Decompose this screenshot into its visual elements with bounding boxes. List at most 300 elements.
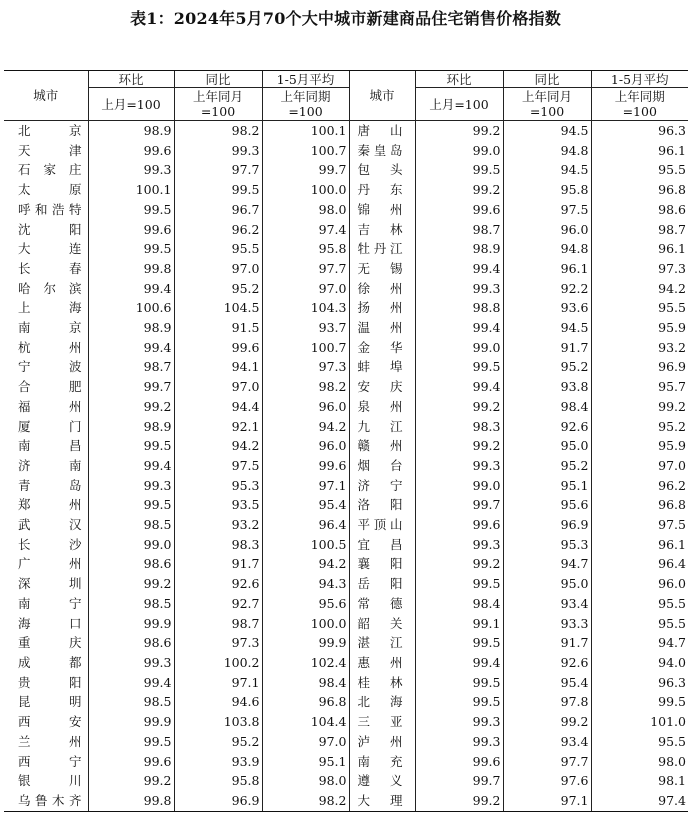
mom-value: 99.5: [88, 495, 174, 515]
mom-value: 99.5: [88, 239, 174, 259]
table-row: [4, 338, 688, 358]
table-row: [4, 515, 688, 535]
mom-value: 99.3: [88, 476, 174, 496]
city-name: 徐州: [349, 279, 415, 299]
avg-value: 94.0: [591, 653, 688, 673]
yoy-value: 94.8: [503, 239, 591, 259]
city-name: 秦皇岛: [349, 141, 415, 161]
yoy-value: 97.1: [503, 791, 591, 811]
table-row: [4, 456, 688, 476]
mom-value: 99.4: [415, 318, 503, 338]
city-name: 石家庄: [18, 162, 82, 178]
table-row: [4, 298, 688, 318]
city-name: 扬州: [349, 298, 415, 318]
city-name: 乌鲁木齐: [4, 791, 88, 811]
mom-value: 98.9: [88, 121, 174, 141]
table-title: 表1：2024年5月70个大中城市新建商品住宅销售价格指数: [130, 9, 561, 28]
city-name: 上海: [18, 300, 82, 316]
mom-value: 99.5: [415, 574, 503, 594]
yoy-value: 94.5: [503, 160, 591, 180]
city-name: 大理: [349, 791, 415, 811]
city-name: 三亚: [349, 712, 415, 732]
mom-value: 98.9: [88, 318, 174, 338]
yoy-value: 94.1: [174, 357, 262, 377]
avg-value: 97.0: [591, 456, 688, 476]
yoy-value: 92.2: [503, 279, 591, 299]
city-name: 福州: [18, 398, 82, 414]
table-body: [4, 121, 688, 812]
city-name: 成都: [18, 654, 82, 670]
city-name: 丹东: [349, 180, 415, 200]
mom-value: 99.5: [415, 673, 503, 693]
yoy-value: 91.7: [503, 338, 591, 358]
yoy-value: 95.0: [503, 436, 591, 456]
avg-value: 95.9: [591, 318, 688, 338]
mom-value: 99.1: [415, 614, 503, 634]
mom-value: 99.2: [415, 180, 503, 200]
yoy-value: 92.6: [503, 653, 591, 673]
avg-value: 96.2: [591, 476, 688, 496]
avg-value: 96.1: [591, 239, 688, 259]
mom-value: 99.9: [88, 614, 174, 634]
mom-value: 99.2: [415, 397, 503, 417]
yoy-value: 95.6: [503, 495, 591, 515]
table-row: [4, 141, 688, 161]
table-row: [4, 614, 688, 634]
city-name: 长沙: [18, 536, 82, 552]
mom-value: 99.4: [415, 377, 503, 397]
avg-header-right: 1-5月平均: [591, 71, 688, 88]
yoy-value: 100.2: [174, 653, 262, 673]
city-name: 南宁: [18, 595, 82, 611]
avg-value: 99.9: [262, 633, 349, 653]
avg-value: 95.5: [591, 160, 688, 180]
city-name: 泸州: [349, 732, 415, 752]
avg-value: 102.4: [262, 653, 349, 673]
city-name: 天津: [18, 142, 82, 158]
yoy-value: 104.5: [174, 298, 262, 318]
price-index-table: [4, 70, 688, 812]
avg-value: 100.7: [262, 338, 349, 358]
avg-value: 94.7: [591, 633, 688, 653]
city-name: 锦州: [349, 200, 415, 220]
avg-value: 96.1: [591, 535, 688, 555]
table-row: [4, 200, 688, 220]
city-name: 西宁: [18, 753, 82, 769]
table-row: [4, 259, 688, 279]
mom-value: 99.7: [88, 377, 174, 397]
avg-value: 97.3: [591, 259, 688, 279]
city-name: 温州: [349, 318, 415, 338]
avg-value: 100.0: [262, 614, 349, 634]
table-row: [4, 673, 688, 693]
table-row: [4, 377, 688, 397]
avg-value: 97.1: [262, 476, 349, 496]
avg-value: 95.6: [262, 594, 349, 614]
city-name: 北海: [349, 692, 415, 712]
city-name: 泉州: [349, 397, 415, 417]
mom-value: 98.3: [415, 417, 503, 437]
city-name: 惠州: [349, 653, 415, 673]
yoy-value: 99.3: [174, 141, 262, 161]
mom-value: 99.4: [88, 279, 174, 299]
mom-value: 100.6: [88, 298, 174, 318]
city-name: 重庆: [18, 635, 82, 651]
yoy-value: 94.4: [174, 397, 262, 417]
avg-value: 97.5: [591, 515, 688, 535]
yoy-value: 93.2: [174, 515, 262, 535]
mom-value: 99.6: [88, 141, 174, 161]
mom-value: 99.6: [415, 200, 503, 220]
table-row: [4, 594, 688, 614]
yoy-value: 97.5: [503, 200, 591, 220]
yoy-value: 98.2: [174, 121, 262, 141]
city-name: 大连: [18, 241, 82, 257]
mom-value: 99.5: [415, 692, 503, 712]
city-name: 贵阳: [18, 674, 82, 690]
avg-value: 95.7: [591, 377, 688, 397]
yoy-value: 97.7: [503, 752, 591, 772]
table-row: [4, 574, 688, 594]
mom-value: 99.6: [88, 220, 174, 240]
city-name: 西安: [18, 714, 82, 730]
yoy-value: 91.7: [174, 554, 262, 574]
table-row: [4, 279, 688, 299]
city-name: 包头: [349, 160, 415, 180]
yoy-value: 96.9: [503, 515, 591, 535]
yoy-value: 95.4: [503, 673, 591, 693]
avg-value: 98.0: [262, 771, 349, 791]
yoy-value: 96.1: [503, 259, 591, 279]
yoy-value: 93.3: [503, 614, 591, 634]
mom-value: 99.9: [88, 712, 174, 732]
yoy-value: 95.5: [174, 239, 262, 259]
city-name: 韶关: [349, 614, 415, 634]
yoy-header-right: 同比: [503, 71, 591, 88]
yoy-value: 93.5: [174, 495, 262, 515]
city-name: 遵义: [349, 771, 415, 791]
mom-value: 99.8: [88, 791, 174, 811]
city-name: 哈尔滨: [18, 280, 82, 296]
avg-value: 95.4: [262, 495, 349, 515]
city-name: 赣州: [349, 436, 415, 456]
city-header-right: 城市: [349, 71, 415, 121]
city-name: 济宁: [349, 476, 415, 496]
mom-value: 98.9: [88, 417, 174, 437]
avg-value: 99.2: [591, 397, 688, 417]
mom-value: 99.2: [88, 574, 174, 594]
mom-value: 98.7: [415, 220, 503, 240]
avg-value: 96.0: [262, 436, 349, 456]
yoy-value: 98.7: [174, 614, 262, 634]
mom-value: 98.9: [415, 239, 503, 259]
yoy-value: 94.5: [503, 121, 591, 141]
mom-value: 99.0: [88, 535, 174, 555]
avg-value: 99.6: [262, 456, 349, 476]
mom-value: 100.1: [88, 180, 174, 200]
table-row: [4, 653, 688, 673]
mom-header-right: 环比: [415, 71, 503, 88]
city-name: 唐山: [349, 121, 415, 141]
avg-value: 101.0: [591, 712, 688, 732]
yoy-value: 99.2: [503, 712, 591, 732]
yoy-value: 96.9: [174, 791, 262, 811]
mom-value: 98.5: [88, 515, 174, 535]
yoy-base-right: 上年同月=100: [503, 88, 591, 121]
mom-value: 99.2: [415, 554, 503, 574]
mom-value: 99.2: [88, 397, 174, 417]
mom-value: 99.6: [415, 515, 503, 535]
table-row: [4, 495, 688, 515]
yoy-value: 92.6: [503, 417, 591, 437]
yoy-value: 97.7: [174, 160, 262, 180]
table-row: [4, 239, 688, 259]
mom-value: 99.0: [415, 338, 503, 358]
table-row: [4, 554, 688, 574]
mom-value: 98.5: [88, 692, 174, 712]
avg-value: 96.0: [591, 574, 688, 594]
mom-value: 99.6: [415, 752, 503, 772]
mom-value: 99.4: [88, 338, 174, 358]
mom-value: 99.5: [88, 436, 174, 456]
mom-value: 99.2: [415, 436, 503, 456]
avg-value: 96.3: [591, 673, 688, 693]
city-name: 宜昌: [349, 535, 415, 555]
yoy-value: 93.4: [503, 594, 591, 614]
city-name: 南京: [18, 320, 82, 336]
yoy-value: 93.6: [503, 298, 591, 318]
avg-value: 97.0: [262, 279, 349, 299]
table-row: [4, 692, 688, 712]
yoy-base-left: 上年同月=100: [174, 88, 262, 121]
city-name: 牡丹江: [349, 239, 415, 259]
city-name: 南充: [349, 752, 415, 772]
mom-value: 99.2: [88, 771, 174, 791]
yoy-value: 95.2: [503, 357, 591, 377]
mom-value: 98.6: [88, 554, 174, 574]
city-name: 杭州: [18, 339, 82, 355]
city-name: 济南: [18, 457, 82, 473]
city-name: 广州: [18, 556, 82, 572]
city-name: 岳阳: [349, 574, 415, 594]
yoy-value: 92.1: [174, 417, 262, 437]
mom-value: 99.4: [415, 653, 503, 673]
mom-value: 99.5: [88, 732, 174, 752]
mom-value: 99.4: [415, 259, 503, 279]
yoy-value: 96.2: [174, 220, 262, 240]
yoy-value: 95.2: [174, 732, 262, 752]
table-row: [4, 771, 688, 791]
avg-value: 97.7: [262, 259, 349, 279]
yoy-value: 97.6: [503, 771, 591, 791]
city-name: 洛阳: [349, 495, 415, 515]
mom-value: 99.0: [415, 141, 503, 161]
yoy-value: 94.6: [174, 692, 262, 712]
yoy-value: 94.2: [174, 436, 262, 456]
table-row: [4, 417, 688, 437]
avg-value: 98.0: [591, 752, 688, 772]
yoy-value: 95.3: [174, 476, 262, 496]
avg-value: 104.3: [262, 298, 349, 318]
table-row: [4, 160, 688, 180]
yoy-value: 97.0: [174, 259, 262, 279]
yoy-value: 98.4: [503, 397, 591, 417]
yoy-header-left: 同比: [174, 71, 262, 88]
avg-value: 96.3: [591, 121, 688, 141]
avg-value: 100.5: [262, 535, 349, 555]
avg-value: 98.1: [591, 771, 688, 791]
mom-value: 99.3: [88, 653, 174, 673]
city-name: 宁波: [18, 359, 82, 375]
table-row: [4, 791, 688, 811]
avg-value: 93.2: [591, 338, 688, 358]
mom-value: 99.3: [415, 712, 503, 732]
yoy-value: 97.0: [174, 377, 262, 397]
mom-value: 98.7: [88, 357, 174, 377]
table-row: [4, 633, 688, 653]
yoy-value: 97.8: [503, 692, 591, 712]
city-name: 北京: [18, 123, 82, 138]
city-name: 吉林: [349, 220, 415, 240]
avg-value: 99.5: [591, 692, 688, 712]
avg-value: 96.8: [591, 180, 688, 200]
city-header-left: 城市: [4, 71, 88, 121]
table-row: [4, 732, 688, 752]
avg-value: 95.5: [591, 732, 688, 752]
avg-value: 98.6: [591, 200, 688, 220]
mom-value: 99.7: [415, 495, 503, 515]
city-name: 厦门: [18, 418, 82, 434]
city-name: 襄阳: [349, 554, 415, 574]
yoy-value: 94.8: [503, 141, 591, 161]
yoy-value: 95.8: [174, 771, 262, 791]
mom-value: 99.5: [88, 200, 174, 220]
avg-value: 93.7: [262, 318, 349, 338]
city-name: 海口: [18, 615, 82, 631]
city-name: 九江: [349, 417, 415, 437]
yoy-value: 96.7: [174, 200, 262, 220]
avg-value: 95.5: [591, 614, 688, 634]
avg-value: 96.8: [591, 495, 688, 515]
avg-base-right: 上年同期=100: [591, 88, 688, 121]
yoy-value: 103.8: [174, 712, 262, 732]
city-name: 烟台: [349, 456, 415, 476]
avg-value: 95.5: [591, 594, 688, 614]
mom-value: 99.4: [88, 456, 174, 476]
city-name: 长春: [18, 260, 82, 276]
avg-value: 98.4: [262, 673, 349, 693]
city-name: 湛江: [349, 633, 415, 653]
city-name: 金华: [349, 338, 415, 358]
avg-value: 104.4: [262, 712, 349, 732]
avg-value: 95.8: [262, 239, 349, 259]
city-name: 昆明: [18, 694, 82, 710]
mom-value: 99.6: [88, 752, 174, 772]
yoy-value: 94.5: [503, 318, 591, 338]
mom-header-left: 环比: [88, 71, 174, 88]
city-name: 桂林: [349, 673, 415, 693]
yoy-value: 97.5: [174, 456, 262, 476]
mom-value: 99.5: [415, 357, 503, 377]
mom-value: 99.3: [415, 456, 503, 476]
yoy-value: 93.8: [503, 377, 591, 397]
table-row: [4, 220, 688, 240]
avg-base-left: 上年同期=100: [262, 88, 349, 121]
avg-value: 100.1: [262, 121, 349, 141]
yoy-value: 94.7: [503, 554, 591, 574]
avg-value: 98.0: [262, 200, 349, 220]
mom-value: 99.0: [415, 476, 503, 496]
avg-value: 96.9: [591, 357, 688, 377]
table-row: [4, 121, 688, 141]
yoy-value: 95.8: [503, 180, 591, 200]
city-name: 安庆: [349, 377, 415, 397]
avg-value: 96.4: [591, 554, 688, 574]
table-row: [4, 712, 688, 732]
avg-header-left: 1-5月平均: [262, 71, 349, 88]
table-row: [4, 476, 688, 496]
mom-value: 99.2: [415, 121, 503, 141]
city-name: 武汉: [18, 517, 82, 533]
table-row: [4, 180, 688, 200]
avg-value: 95.1: [262, 752, 349, 772]
mom-value: 98.4: [415, 594, 503, 614]
yoy-value: 91.5: [174, 318, 262, 338]
city-name: 青岛: [18, 477, 82, 493]
avg-value: 98.2: [262, 791, 349, 811]
mom-base-right: 上月=100: [415, 88, 503, 121]
mom-value: 99.7: [415, 771, 503, 791]
city-name: 深圳: [18, 576, 82, 592]
city-name: 郑州: [18, 497, 82, 513]
yoy-value: 99.6: [174, 338, 262, 358]
city-name: 银川: [18, 773, 82, 789]
city-name: 南昌: [18, 438, 82, 454]
avg-value: 96.8: [262, 692, 349, 712]
mom-value: 99.5: [415, 160, 503, 180]
avg-value: 98.2: [262, 377, 349, 397]
mom-base-left: 上月=100: [88, 88, 174, 121]
mom-value: 99.3: [415, 732, 503, 752]
yoy-value: 93.9: [174, 752, 262, 772]
avg-value: 100.7: [262, 141, 349, 161]
mom-value: 99.3: [415, 535, 503, 555]
avg-value: 95.2: [591, 417, 688, 437]
avg-value: 97.3: [262, 357, 349, 377]
yoy-value: 98.3: [174, 535, 262, 555]
mom-value: 99.2: [415, 791, 503, 811]
avg-value: 99.7: [262, 160, 349, 180]
yoy-value: 95.1: [503, 476, 591, 496]
yoy-value: 92.7: [174, 594, 262, 614]
table-row: [4, 436, 688, 456]
city-name: 呼和浩特: [18, 201, 82, 217]
table-row: [4, 357, 688, 377]
city-name: 常德: [349, 594, 415, 614]
table-row: [4, 535, 688, 555]
city-name: 蚌埠: [349, 357, 415, 377]
avg-value: 96.4: [262, 515, 349, 535]
yoy-value: 97.3: [174, 633, 262, 653]
city-name: 太原: [18, 182, 82, 198]
yoy-value: 95.0: [503, 574, 591, 594]
avg-value: 94.3: [262, 574, 349, 594]
city-name: 无锡: [349, 259, 415, 279]
avg-value: 98.7: [591, 220, 688, 240]
avg-value: 96.0: [262, 397, 349, 417]
avg-value: 97.4: [591, 791, 688, 811]
table-row: [4, 752, 688, 772]
